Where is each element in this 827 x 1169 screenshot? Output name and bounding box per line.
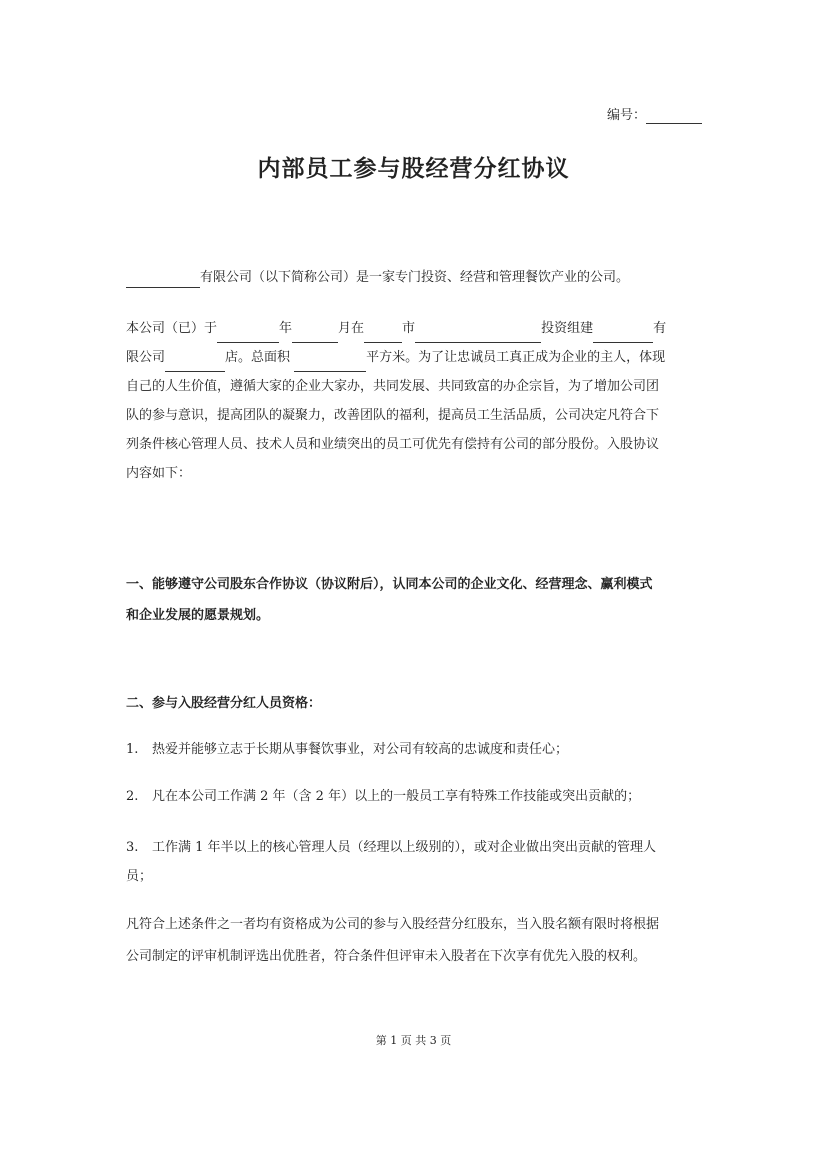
section-2-heading: 二、参与入股经营分红人员资格： bbox=[126, 696, 322, 711]
page-footer: 第 1 页 共 3 页 bbox=[375, 1034, 452, 1047]
intro-paragraph bbox=[126, 268, 702, 288]
qualification-item-1: 1. 热爱并能够立志于长期从事餐饮事业，对公司有较高的忠诚度和责任心； bbox=[126, 742, 569, 757]
closing-line-1: 凡符合上述条件之一者均有资格成为公司的参与入股经营分红股东，当入股名额有限时将根据 bbox=[126, 917, 660, 932]
intro-text: 有限公司（以下简称公司）是一家专门投资、经营和管理餐饮产业的公司。 bbox=[200, 270, 630, 285]
section-1-line-1: 一、能够遵守公司股东合作协议（协议附后），认同本公司的企业文化、经营理念、赢利模式 bbox=[126, 577, 653, 592]
document-number bbox=[607, 108, 702, 124]
background-line-4: 队的参与意识，提高团队的凝聚力，改善团队的福利，提高员工生活品质，公司决定凡符合下 bbox=[126, 408, 660, 423]
background-line-3: 自己的人生价值，遵循大家的企业大家办，共同发展、共同致富的办企宗旨，为了增加公司团 bbox=[126, 379, 660, 394]
document-number-label: 编号： bbox=[606, 108, 646, 123]
background-line-1: 本公司（已）于 年 月在 市 投资组建 有 bbox=[126, 314, 702, 343]
document-title: 内部员工参与股经营分红协议 bbox=[257, 155, 570, 182]
background-paragraph bbox=[126, 314, 702, 488]
background-line-2: 限公司 店。总面积 平方米。为了让忠诚员工真正成为企业的主人，体现 bbox=[126, 343, 702, 372]
store-name-blank bbox=[165, 357, 225, 372]
closing-line-2: 公司制定的评审机制评选出优胜者，符合条件但评审未入股者在下次享有优先入股的权利。 bbox=[126, 949, 647, 964]
background-line-6: 内容如下： bbox=[126, 466, 192, 481]
background-line-5: 列条件核心管理人员、技术人员和业绩突出的员工可优先有偿持有公司的部分股份。入股协议 bbox=[126, 437, 660, 452]
date-blank-month bbox=[292, 328, 338, 343]
document-number-blank bbox=[646, 109, 702, 124]
area-blank bbox=[294, 357, 366, 372]
qualification-item-3: 3. 工作满 1 年半以上的核心管理人员（经理以上级别的），或对企业做出突出贡献的管理人 员； bbox=[126, 840, 657, 884]
qualification-item-2: 2. 凡在本公司工作满 2 年（含 2 年）以上的一般员工享有特殊工作技能或突出贡献的； bbox=[126, 789, 641, 804]
closing-paragraph bbox=[126, 909, 702, 973]
city-blank bbox=[364, 328, 402, 343]
company-name-blank bbox=[126, 273, 200, 288]
section-1 bbox=[126, 569, 702, 631]
date-blank-year bbox=[217, 328, 279, 343]
section-1-line-2: 和企业发展的愿景规划。 bbox=[126, 608, 270, 623]
branch-name-blank bbox=[593, 328, 653, 343]
location-blank bbox=[415, 328, 541, 343]
